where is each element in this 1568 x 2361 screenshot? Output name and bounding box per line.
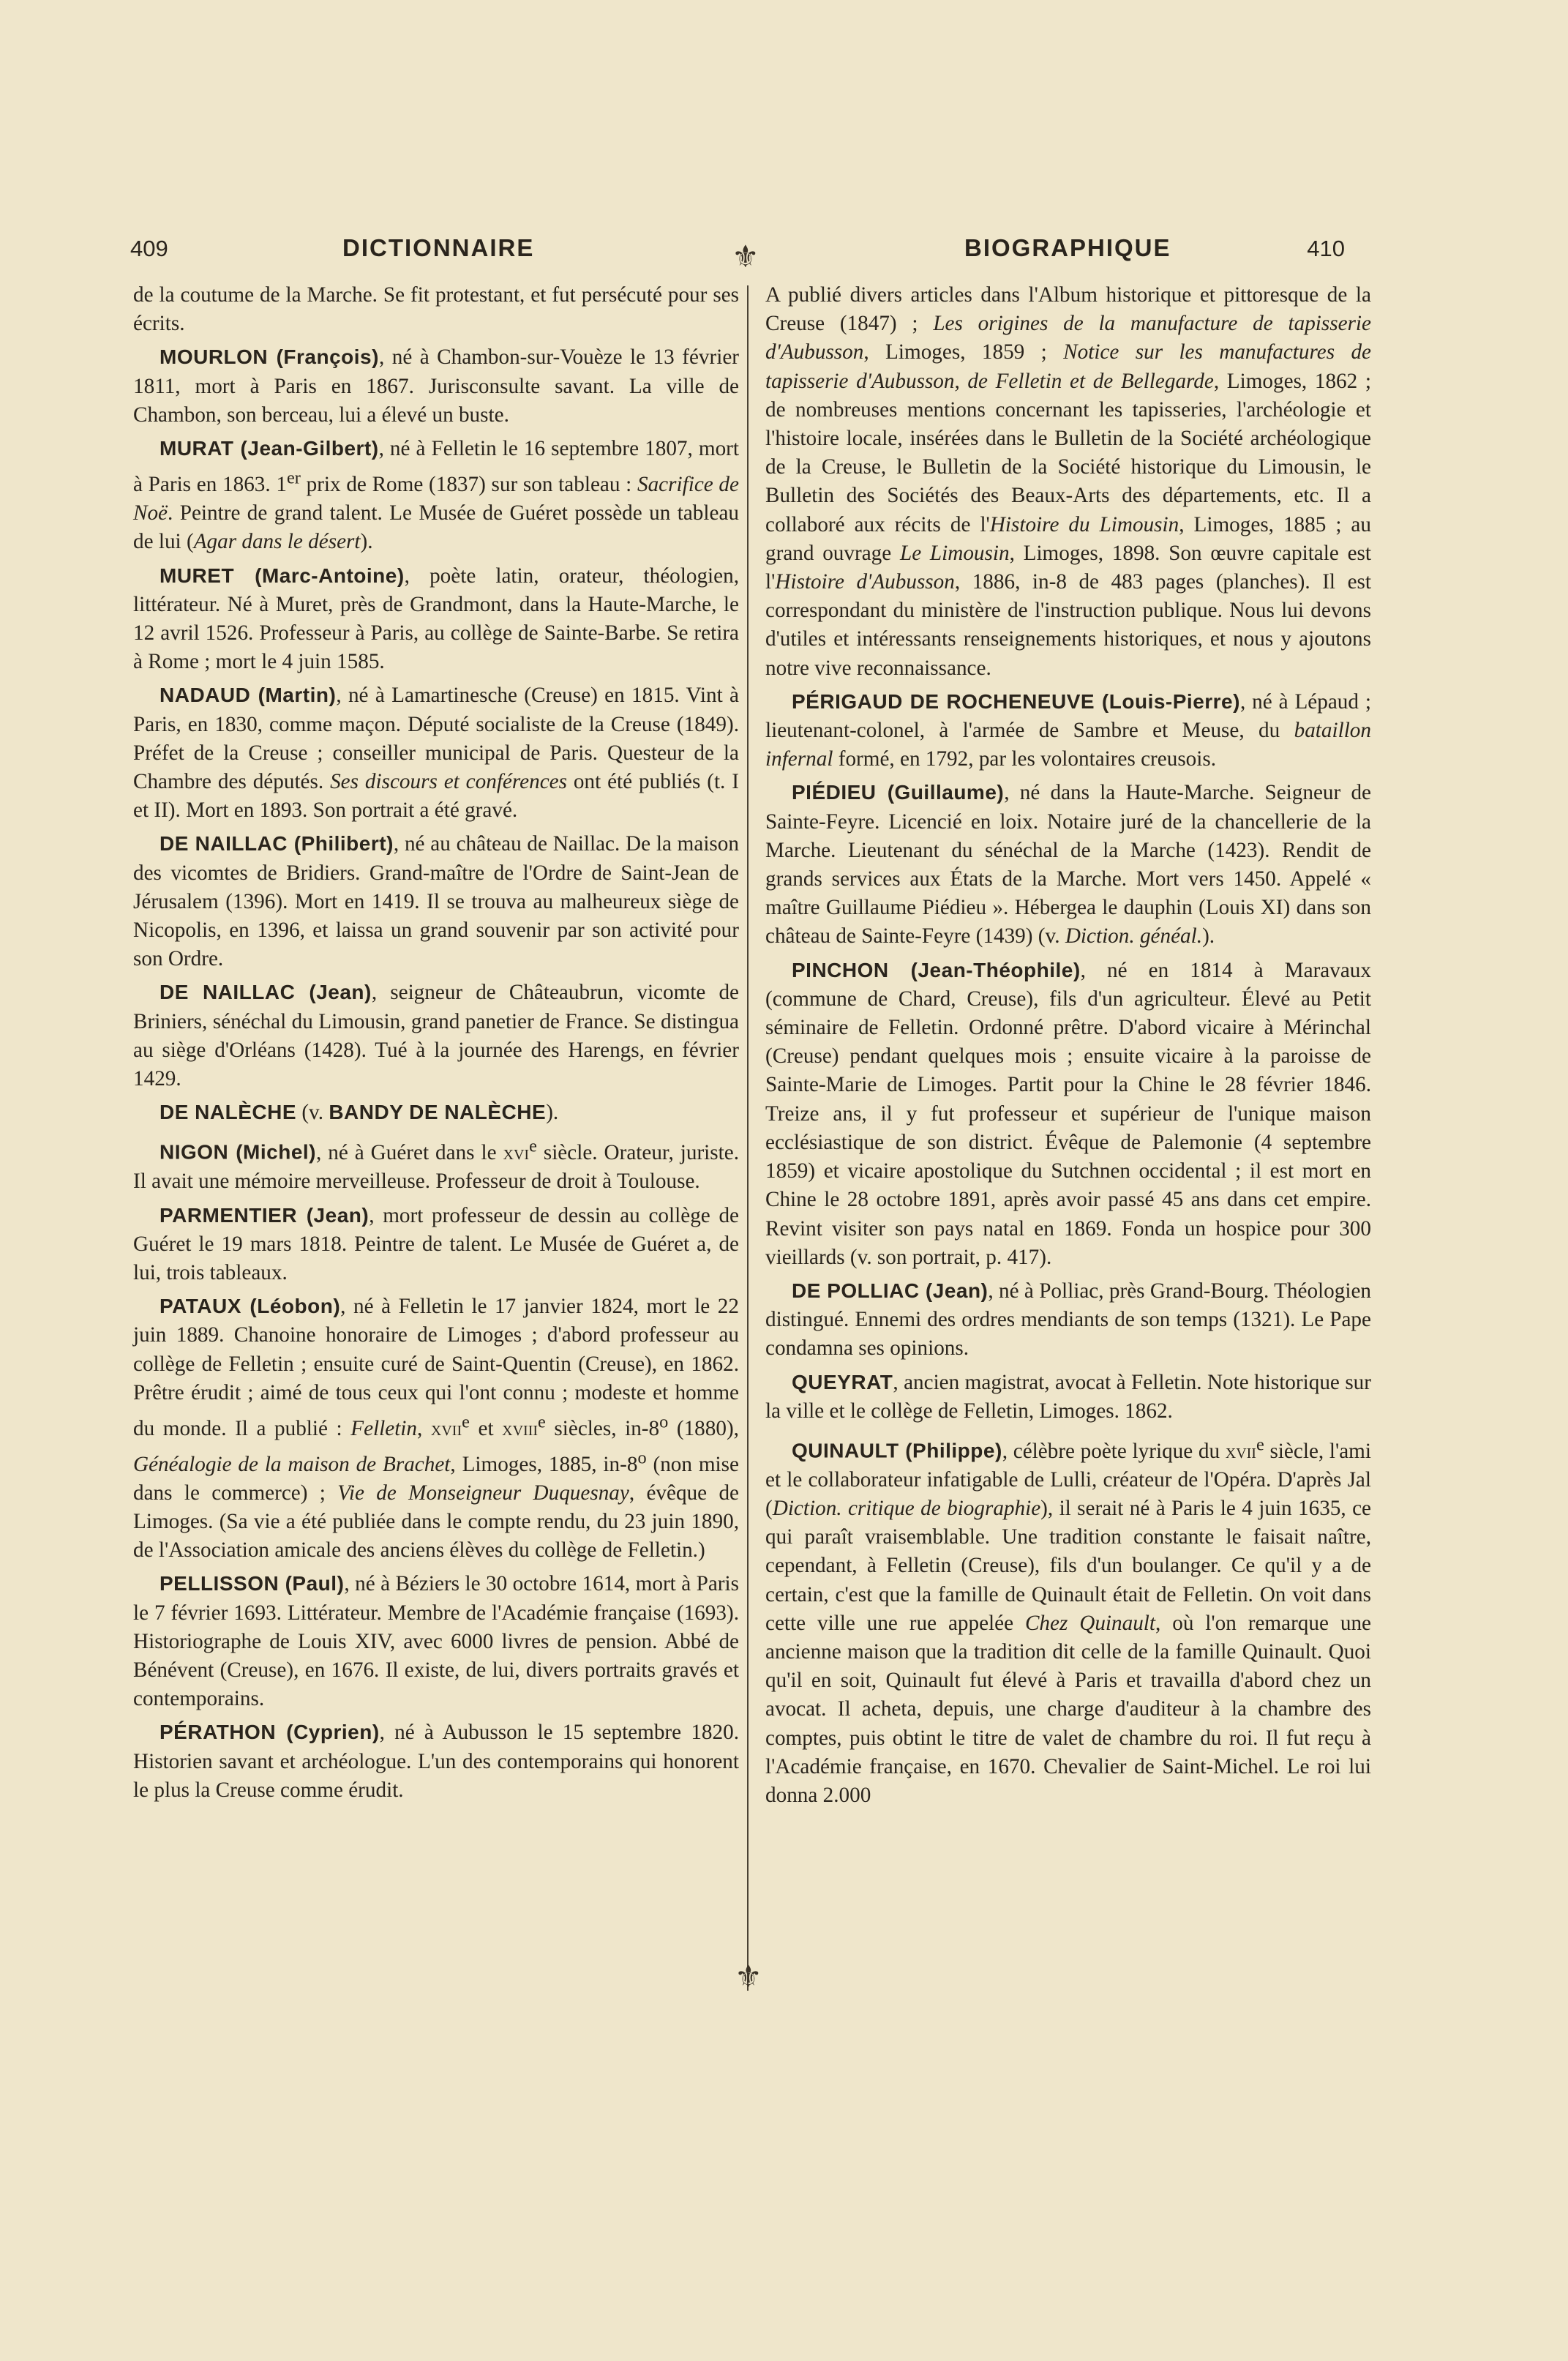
biography-entry	[133, 978, 739, 1093]
entry-headword: MURAT (Jean-Gilbert)	[160, 437, 379, 460]
entry-body: , né à Polliac, près Grand-Bourg. Théologien distingué. Ennemi des ordres mendiants de son temps (1321). Le Pape condamna ses opinions.	[765, 1279, 1371, 1361]
entry-headword: NIGON (Michel)	[160, 1141, 316, 1164]
biography-entry	[133, 281, 739, 338]
biography-entry	[765, 687, 1371, 774]
entry-body: , né à Aubusson le 15 septembre 1820. Historien savant et archéologue. L'un des contemporains qui honorent le plus la Creuse comme érudit.	[133, 1721, 739, 1802]
biography-entry	[765, 281, 1371, 683]
entry-body: , né à Lamartinesche (Creuse) en 1815. Vint à Paris, en 1830, comme maçon. Député socialiste de la Creuse (1849). Préfet de la Creuse ; conseiller municipal de Paris. Questeur de la Chambre des députés. Ses discours et conférences ont été publiés (t. I et II). Mort en 1893. Son portrait a été gravé.	[133, 684, 739, 823]
entry-body: de la coutume de la Marche. Se fit protestant, et fut persécuté pour ses écrits.	[133, 283, 739, 336]
biography-entry	[133, 561, 739, 677]
entry-body: , poète latin, orateur, théologien, littérateur. Né à Muret, près de Grandmont, dans la Haute-Marche, le 12 avril 1526. Professeur à Paris, au collège de Sainte-Barbe. Se retira à Rome ; mort le 4 juin 1585.	[133, 564, 739, 674]
entry-headword: DE NALÈCHE	[160, 1101, 297, 1124]
biography-entry	[133, 1718, 739, 1805]
entry-headword: QUINAULT (Philippe)	[792, 1439, 1002, 1462]
right-running-title: BIOGRAPHIQUE	[964, 234, 1171, 261]
entry-headword: MURET (Marc-Antoine)	[160, 564, 405, 587]
biography-entry	[133, 1131, 739, 1196]
entry-body: , né à Lépaud ; lieutenant-colonel, à l'armée de Sambre et Meuse, du bataillon infernal formé, en 1792, par les volontaires creusois.	[765, 689, 1372, 771]
entry-headword: PÉRIGAUD DE ROCHENEUVE (Louis-Pierre)	[792, 689, 1240, 713]
entry-headword: DE POLLIAC (Jean)	[792, 1279, 989, 1302]
entry-body: , seigneur de Châteaubrun, vicomte de Briniers, sénéchal du Limousin, grand panetier de France. Se distingua au siège d'Orléans (1428). Tué à la journée des Harengs, en février 1429.	[133, 981, 740, 1091]
entry-headword: PIÉDIEU (Guillaume)	[792, 781, 1005, 804]
entry-headword: MOURLON (François)	[160, 345, 379, 369]
biography-entry	[133, 681, 739, 825]
biography-entry	[765, 778, 1371, 951]
entry-body: , né à Chambon-sur-Vouèze le 13 février 1811, mort à Paris en 1867. Jurisconsulte savant. La ville de Chambon, son berceau, lui a élevé un buste.	[133, 345, 740, 427]
biography-entry	[133, 829, 739, 973]
biography-entry	[133, 1201, 739, 1288]
entry-headword: DE NAILLAC (Jean)	[160, 981, 372, 1004]
biography-entry	[765, 1368, 1371, 1426]
biography-entry	[133, 434, 739, 557]
biography-entry	[765, 1276, 1371, 1363]
right-text-column	[765, 281, 1371, 1814]
left-page-number: 409	[130, 236, 168, 261]
entry-headword: PELLISSON (Paul)	[160, 1572, 345, 1595]
entry-headword: PÉRATHON (Cyprien)	[160, 1721, 380, 1744]
entry-body: A publié divers articles dans l'Album historique et pittoresque de la Creuse (1847) ; Les origines de la manufacture de tapisserie d'Aubusson, Limoges, 1859 ; Notice sur les manufactures de tapisserie d'Aubusson, de Felletin et de Bellegarde, Limoges, 1862 ; de nombreuses mentions concernant les tapisseries, l'archéologie et l'histoire locale, insérées dans le Bulletin de la Société archéologique de la Creuse, le Bulletin de la Société historique du Limousin, le Bulletin des Sociétés des Beaux-Arts des départements, etc. Il a collaboré aux récits de l'Histoire du Limousin, Limoges, 1885 ; au grand ouvrage Le Limousin, Limoges, 1898. Son œuvre capitale est l'Histoire d'Aubusson, 1886, in-8 de 483 pages (planches). Il est correspondant du ministère de l'instruction publique. Nous lui devons d'utiles et intéressants renseignements historiques, et nous y ajoutons notre vive reconnaissance.	[765, 283, 1371, 680]
entry-headword: PARMENTIER (Jean)	[160, 1203, 370, 1227]
biography-entry	[133, 1098, 739, 1127]
column-divider-rule	[747, 285, 749, 1991]
entry-body: , né à Felletin le 17 janvier 1824, mort le 22 juin 1889. Chanoine honoraire de Limoges ; d'abord professeur au collège de Felletin ; ensuite curé de Saint-Quentin (Creuse), en 1862. Prêtre érudit ; aimé de tous ceux qui l'ont connu ; modeste et homme du monde. Il a publié : Felletin, xvii$^e$ et xviii$^e$ siècles, in-8$^o$ (1880), Généalogie de la maison de Brachet, Limoges, 1885, in-8$^o$ (non mise dans le commerce) ; Vie de Monseigneur Duquesnay, évêque de Limoges. (Sa vie a été publiée dans le compte rendu, du 23 juin 1890, de l'Association amicale des anciens élèves du collège de Felletin.)	[133, 1295, 739, 1563]
left-running-title: DICTIONNAIRE	[342, 234, 535, 261]
biography-entry	[133, 343, 739, 430]
fleuron-top-ornament: ⚜	[732, 239, 759, 274]
biography-entry	[765, 1430, 1371, 1810]
biography-entry	[765, 956, 1371, 1272]
entry-body: , ancien magistrat, avocat à Felletin. Note historique sur la ville et le collège de Felletin, Limoges. 1862.	[765, 1370, 1371, 1423]
entry-headword: QUEYRAT	[792, 1370, 893, 1393]
entry-headword: DE NAILLAC (Philibert)	[160, 832, 394, 856]
entry-body: , né à Guéret dans le xvi$^e$ siècle. Orateur, juriste. Il avait une mémoire merveilleuse. Professeur de droit à Toulouse.	[133, 1136, 739, 1194]
entry-body: , célèbre poète lyrique du xvii$^e$ siècle, l'ami et le collaborateur infatigable de Lulli, créateur de l'Opéra. D'après Jal (Diction. critique de biographie), il serait né à Paris le 4 juin 1635, ce qui paraît vraisemblable. Une tradition constante le faisait naître, cependant, à Felletin (Creuse), fils d'un boulanger. Ce qu'il y a de certain, c'est que la famille de Quinault était de Felletin. On voit dans cette ville une rue appelée Chez Quinault, où l'on remarque une ancienne maison que la tradition dit celle de la famille Quinault. Quoi qu'il en soit, Quinault fut élevé à Paris et travailla d'abord chez un avocat. Il acheta, depuis, une charge d'auditeur à la chambre des comptes, puis obtint le titre de valet de chambre du roi. Il fut reçu à l'Académie française, en 1670. Chevalier de Saint-Michel. Le roi lui donna 2.000	[765, 1434, 1371, 1808]
entry-body: , né au château de Naillac. De la maison des vicomtes de Bridiers. Grand-maître de l'Ordre de Saint-Jean de Jérusalem (1396). Mort en 1419. Il se trouva au malheureux siège de Nicopolis, en 1396, et laissa un grand souvenir par son activité pour son Ordre.	[133, 832, 739, 971]
entry-body: , né dans la Haute-Marche. Seigneur de Sainte-Feyre. Licencié en loix. Notaire juré de la chancellerie de la Marche. Lieutenant du sénéchal de la Marche (1423). Rendit de grands services aux États de la Marche. Mort vers 1450. Appelé « maître Guillaume Piédieu ». Hébergea le dauphin (Louis XI) dans son château de Sainte-Feyre (1439) (v. Diction. généal.).	[765, 781, 1371, 948]
fleuron-bottom-ornament: ⚜	[735, 1958, 762, 1994]
left-text-column	[133, 281, 739, 1809]
biography-entry	[133, 1292, 739, 1565]
right-page-number: 410	[1307, 236, 1345, 261]
entry-headword: PATAUX (Léobon)	[160, 1295, 341, 1318]
entry-body: , né à Felletin le 16 septembre 1807, mort à Paris en 1863. 1er prix de Rome (1837) sur son tableau : Sacrifice de Noë. Peintre de grand talent. Le Musée de Guéret possède un tableau de lui (Agar dans le désert).	[133, 437, 739, 554]
entry-body: , mort professeur de dessin au collège de Guéret le 19 mars 1818. Peintre de talent. Le Musée de Guéret a, de lui, trois tableaux.	[133, 1203, 739, 1284]
entry-body: , né en 1814 à Maravaux (commune de Chard, Creuse), fils d'un agriculteur. Élevé au Petit séminaire de Felletin. Ordonné prêtre. D'abord vicaire à Mérinchal (Creuse) pendant quelques mois ; ensuite vicaire à la paroisse de Sainte-Marie de Limoges. Partit pour la Chine le 28 février 1846. Treize ans, il y fut professeur et supérieur de l'unique maison ecclésiastique de son district. Évêque de Palemonie (4 septembre 1859) et vicaire apostolique du Sutchnen occidental ; il est mort en Chine le 28 octobre 1891, après avoir passé 45 ans dans cet empire. Revint visiter son pays natal en 1869. Fonda un hospice pour 300 vieillards (v. son portrait, p. 417).	[765, 958, 1371, 1269]
entry-body: (v. BANDY DE NALÈCHE).	[296, 1101, 559, 1125]
entry-headword: PINCHON (Jean-Théophile)	[792, 958, 1081, 981]
entry-headword: NADAUD (Martin)	[160, 684, 337, 707]
entry-body: , né à Béziers le 30 octobre 1614, mort à Paris le 7 février 1693. Littérateur. Membre de l'Académie française (1693). Historiographe de Louis XIV, avec 6000 livres de pension. Abbé de Bénévent (Creuse), en 1676. Il existe, de lui, divers portraits gravés et contemporains.	[133, 1572, 739, 1711]
biography-entry	[133, 1569, 739, 1713]
